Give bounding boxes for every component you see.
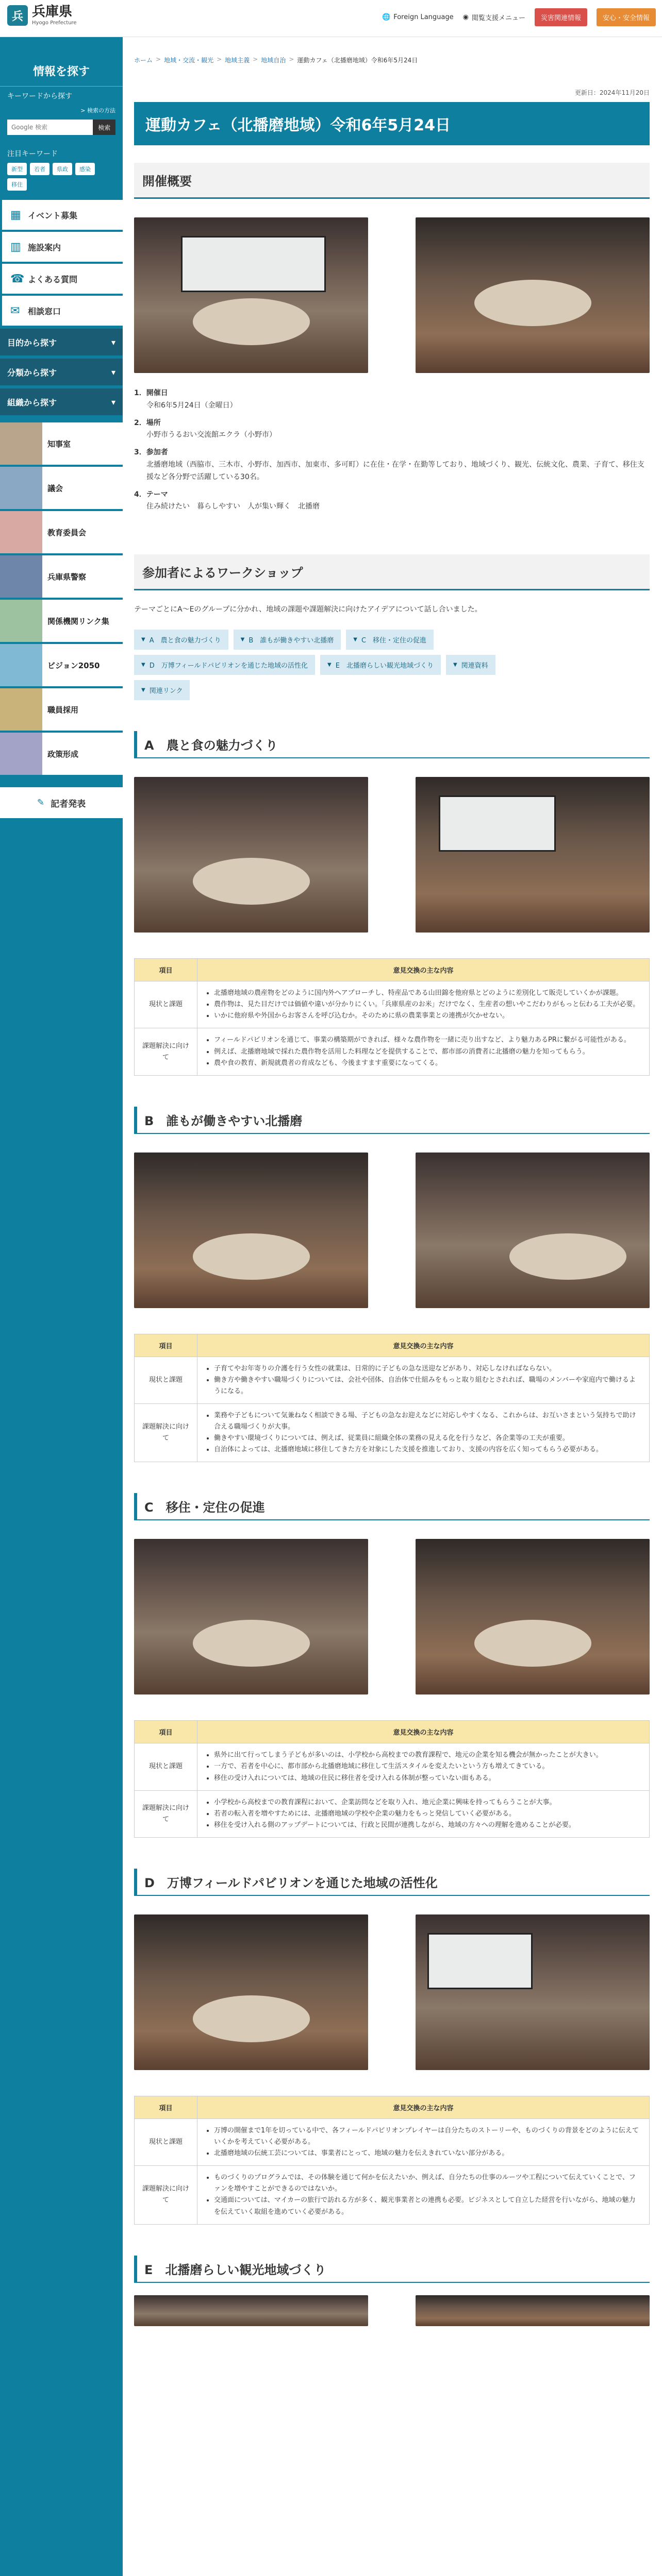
- triangle-down-icon: ▼: [353, 637, 357, 643]
- breadcrumb-separator: >: [156, 56, 161, 63]
- keyword-link[interactable]: 移住: [7, 178, 27, 191]
- banner-list: [0, 422, 123, 775]
- anchor-links: [134, 630, 536, 700]
- site-header: [0, 0, 662, 37]
- site-search: [7, 120, 115, 135]
- sidebar-item-faq[interactable]: ☎ よくある質問: [0, 264, 123, 294]
- sidebar-item-facilities[interactable]: ▥ 施設案内: [0, 232, 123, 262]
- banner-policy[interactable]: 政策形成: [0, 733, 123, 775]
- sidebar: [0, 37, 123, 2576]
- sidebar-item-events[interactable]: ▦ イベント募集: [0, 200, 123, 230]
- group-photo: [416, 777, 650, 933]
- group-photo: [416, 1914, 650, 2070]
- table-row: 現状と課題 • 県外に出て行ってしまう子どもが多いのは、小学校から高校までの教育課程で、地元の企業を知る機会が無かったことが大きい。 • 一方で、若者を中心に、都市部から北播磨地域に移住して生活スタイルを変えたいという方も増えてきている。 • 移住の受け入れについては、地域の住民に移住者を受け入れる体制が整っていない面もある。: [135, 1743, 650, 1790]
- building-icon: ▥: [10, 240, 21, 253]
- group-photo: [134, 1153, 368, 1308]
- breadcrumb-current: 運動カフェ（北播磨地域）令和6年5月24日: [297, 57, 418, 64]
- banner-education[interactable]: 教育委員会: [0, 511, 123, 553]
- group-heading: B 誰もが働きやすい北播磨: [134, 1107, 650, 1134]
- table-header-content: 意見交換の主な内容: [197, 2096, 650, 2119]
- opinion-table: [134, 1720, 650, 1838]
- group-photo: [134, 1539, 368, 1694]
- group-photo: [134, 777, 368, 933]
- opinion-table: [134, 2096, 650, 2225]
- keyword-link[interactable]: 若者: [30, 163, 49, 175]
- group-photo: [416, 1539, 650, 1694]
- photo-row: [134, 777, 650, 933]
- keyword-search-heading: キーワードから探す: [0, 86, 123, 105]
- table-row: 現状と課題 • 万博の開催まで1年を切っている中で、各フィールドパビリオンプレイヤーは自分たちのストーリーや、ものづくりの背景をどのように伝えていくかを考えていく必要がある。 • 北播磨地域の伝統工芸については、事業者にとって、地域の魅力を伝えきれていない部分がある。: [135, 2119, 650, 2165]
- page-title: 運動カフェ（北播磨地域）令和6年5月24日: [134, 102, 650, 145]
- overview-item: 3．参加者 北播磨地域（西脇市、三木市、小野市、加西市、加東市、多可町）に在住・在学・在勤等しており、地域づくり、観光、伝統文化、農業、子育て、移住支援など各分野で活躍している30名。: [134, 448, 644, 481]
- banner-image: [0, 467, 42, 509]
- table-row: 課題解決に向けて • 業務や子どもについて気兼ねなく相談できる場、子どもの急なお迎えなどに対応しやすくなる、これからは、お互いさまという気持ちで助け合える職場づくりが大事。 • 働きやすい環境づくりについては、例えば、従業員に組織全体の業務の見える化を行うなど、各企業等の工夫が重要。 • 自治体によっては、北播磨地域に移住してきた方を対象にした支援を推進しており、支援の内容を広く知ってもらう必要がある。: [135, 1404, 650, 1462]
- banner-governor[interactable]: 知事室: [0, 422, 123, 465]
- section-heading-workshop: 参加者によるワークショップ: [134, 554, 650, 590]
- group-photo: [134, 1914, 368, 2070]
- banner-police[interactable]: 兵庫県警察: [0, 555, 123, 598]
- event-photo: [134, 217, 368, 373]
- triangle-down-icon: ▼: [141, 637, 145, 643]
- anchor-link[interactable]: ▼ B 誰もが働きやすい北播磨: [234, 630, 341, 650]
- pen-icon: ✎: [37, 798, 45, 808]
- anchor-link[interactable]: ▼ 関連リンク: [134, 680, 190, 700]
- anchor-link[interactable]: ▼ C 移住・定住の促進: [346, 630, 434, 650]
- group-heading: C 移住・定住の促進: [134, 1493, 650, 1520]
- banner-image: [0, 733, 42, 775]
- chevron-down-icon: ▾: [111, 397, 115, 407]
- triangle-down-icon: ▼: [240, 637, 245, 643]
- group-heading: E 北播磨らしい観光地域づくり: [134, 2256, 650, 2283]
- workshop-intro: テーマごとにA～Eのグループに分かれ、地域の課題や課題解決に向けたアイデアについて話し合いました。: [134, 605, 482, 614]
- safety-info-button[interactable]: 安心・安全情報: [597, 8, 656, 26]
- photo-row: [134, 1539, 650, 1694]
- overview-item: 4．テーマ 住み続けたい 暮らしやすい 人が集い輝く 北播磨: [134, 490, 320, 511]
- group-photo: [134, 2295, 368, 2326]
- banner-image: [0, 555, 42, 598]
- sidebar-accordion-category[interactable]: 分類から探す ▾: [0, 359, 123, 385]
- photo-row: [134, 217, 650, 373]
- table-header-item: 項目: [135, 959, 197, 981]
- eye-icon: ◉: [462, 13, 469, 21]
- reader-support-link[interactable]: ◉ 閲覧支援メニュー: [462, 13, 525, 22]
- overview-item: 1．開催日 令和6年5月24日（金曜日）: [134, 389, 237, 410]
- opinion-table: [134, 1334, 650, 1463]
- chevron-down-icon: ▾: [111, 367, 115, 377]
- banner-image: [0, 600, 42, 642]
- table-header-content: 意見交換の主な内容: [197, 1721, 650, 1743]
- sidebar-title: 情報を探す: [32, 65, 90, 78]
- breadcrumb-link[interactable]: 地域主義: [225, 57, 250, 64]
- table-header-item: 項目: [135, 1721, 197, 1743]
- logo-text-jp: 兵庫県: [32, 4, 73, 20]
- banner-recruit[interactable]: 職員採用: [0, 688, 123, 731]
- triangle-down-icon: ▼: [453, 662, 457, 668]
- banner-image: [0, 644, 42, 686]
- updated-date: 更新日：2024年11月20日: [574, 89, 650, 96]
- triangle-down-icon: ▼: [141, 662, 145, 668]
- search-button[interactable]: 検索: [93, 120, 115, 135]
- breadcrumb-link[interactable]: ホーム: [134, 57, 153, 64]
- table-row: 課題解決に向けて • ものづくりのプログラムでは、その体験を通じて何かを伝えたいか、例えば、自分たちの仕事のルーツや工程について伝えていくことで、ファンを増やすことができるのではないか。 • 交通面については、マイカーの旅行で訪れる方が多く、観光事業者との連携も必要。ビジネスとして自立した経営を行いながら、地域の魅力を伝えていく取組を進めていく必要がある。: [135, 2166, 650, 2224]
- breadcrumb-link[interactable]: 地域自治: [261, 57, 286, 64]
- foreign-language-link[interactable]: 🌐 Foreign Language: [382, 13, 454, 21]
- anchor-link[interactable]: ▼ D 万博フィールドパビリオンを通じた地域の活性化: [134, 655, 315, 675]
- press-release-button[interactable]: ✎ 記者発表: [0, 787, 123, 818]
- table-header-item: 項目: [135, 1334, 197, 1357]
- table-header-item: 項目: [135, 2096, 197, 2119]
- search-input[interactable]: [7, 120, 93, 135]
- banner-image: [0, 422, 42, 465]
- search-help-link[interactable]: > 検索の方法: [80, 107, 115, 114]
- anchor-link[interactable]: ▼ A 農と食の魅力づくり: [134, 630, 228, 650]
- photo-row: [134, 1153, 650, 1308]
- event-photo: [416, 217, 650, 373]
- group-heading: D 万博フィールドパビリオンを通じた地域の活性化: [134, 1869, 650, 1896]
- calendar-icon: ▦: [10, 208, 21, 222]
- table-row: 現状と課題 • 北播磨地域の農産物をどのように国内外へアプローチし、特産品である山田錦を他府県とどのように差別化して販売していくかが課題。 • 農作物は、見た目だけでは価値や違いが分かりにくい。「兵庫県産のお米」だけでなく、生産者の想いやこだわりがもっと伝わる工夫が必要。 • いかに他府県や外国からお客さんを呼び込むか。そのために県の農業事業との連携が欠かせない。: [135, 981, 650, 1028]
- table-header-content: 意見交換の主な内容: [197, 1334, 650, 1357]
- banner-links[interactable]: 関係機関リンク集: [0, 600, 123, 642]
- banner-vision[interactable]: ビジョン2050: [0, 644, 123, 686]
- site-logo[interactable]: [7, 5, 77, 26]
- breadcrumb-separator: >: [253, 56, 258, 63]
- photo-row: [134, 2295, 650, 2326]
- globe-icon: 🌐: [382, 13, 391, 21]
- breadcrumb-link[interactable]: 地域・交流・観光: [164, 57, 214, 64]
- logo-text-en: Hyogo Prefecture: [32, 20, 77, 26]
- photo-row: [134, 1914, 650, 2070]
- breadcrumb-separator: >: [289, 56, 294, 63]
- triangle-down-icon: ▼: [327, 662, 332, 668]
- keyword-link[interactable]: 新型: [7, 163, 27, 175]
- logo-mark-icon: 兵: [7, 5, 28, 26]
- anchor-link[interactable]: ▼ E 北播磨らしい観光地域づくり: [320, 655, 441, 675]
- breadcrumb: [134, 37, 650, 64]
- sidebar-item-consult[interactable]: ✉ 相談窓口: [0, 296, 123, 326]
- table-header-content: 意見交換の主な内容: [197, 959, 650, 981]
- keyword-list: [0, 163, 123, 198]
- overview-list: [134, 387, 650, 513]
- keyword-link[interactable]: 感染: [75, 163, 95, 175]
- chevron-down-icon: ▾: [111, 337, 115, 347]
- banner-image: [0, 511, 42, 553]
- chat-icon: ✉: [10, 304, 20, 317]
- group-heading: A 農と食の魅力づくり: [134, 731, 650, 758]
- group-photo: [416, 2295, 650, 2326]
- keyword-link[interactable]: 県政: [53, 163, 72, 175]
- triangle-down-icon: ▼: [141, 687, 145, 693]
- sidebar-accordion-organization[interactable]: 組織から探す ▾: [0, 388, 123, 415]
- keyword-heading: 注目キーワード: [7, 150, 58, 158]
- phone-icon: ☎: [10, 272, 25, 285]
- banner-image: [0, 688, 42, 731]
- main-content: [134, 37, 650, 2326]
- overview-item: 2．場所 小野市うるおい交流館エクラ（小野市）: [134, 418, 276, 439]
- section-heading-overview: 開催概要: [134, 163, 650, 199]
- banner-assembly[interactable]: 議会: [0, 467, 123, 509]
- breadcrumb-separator: >: [217, 56, 222, 63]
- table-row: 現状と課題 • 子育てやお年寄りの介護を行う女性の就業は、日常的に子どもの急な送迎などがあり、対応しなければならない。 • 働き方や働きやすい職場づくりについては、会社や団体、自治体で仕組みをもっと取り組むとされれば、職場のメンバーや家庭内で働けるようになる。: [135, 1357, 650, 1403]
- anchor-link[interactable]: ▼ 関連資料: [446, 655, 495, 675]
- group-photo: [416, 1153, 650, 1308]
- disaster-info-button[interactable]: 災害関連情報: [535, 8, 587, 26]
- opinion-table: [134, 958, 650, 1076]
- table-row: 課題解決に向けて • フィールドパビリオンを通じて、事業の構築期ができれば、様々な農作物を一緒に売り出すなど、より魅力あるPRに繋がる可能性がある。 • 例えば、北播磨地域で採れた農作物を活用した料理などを提供することで、都市部の消費者に北播磨の魅力を知ってもらう。 • 農や食の教育、新規就農者の育成なども、今後ますます重要になってくる。: [135, 1028, 650, 1075]
- sidebar-accordion-purpose[interactable]: 目的から探す ▾: [0, 329, 123, 355]
- table-row: 課題解決に向けて • 小学校から高校までの教育課程において、企業訪問などを取り入れ、地元企業に興味を持ってもらうことが大事。 • 若者の転入者を増やすためには、北播磨地域の学校や企業の魅力をもっと発信していく必要がある。 • 移住を受け入れる側のアップデートについては、行政と民間が連携しながら、地域の方々への理解を進めることが必要。: [135, 1790, 650, 1837]
